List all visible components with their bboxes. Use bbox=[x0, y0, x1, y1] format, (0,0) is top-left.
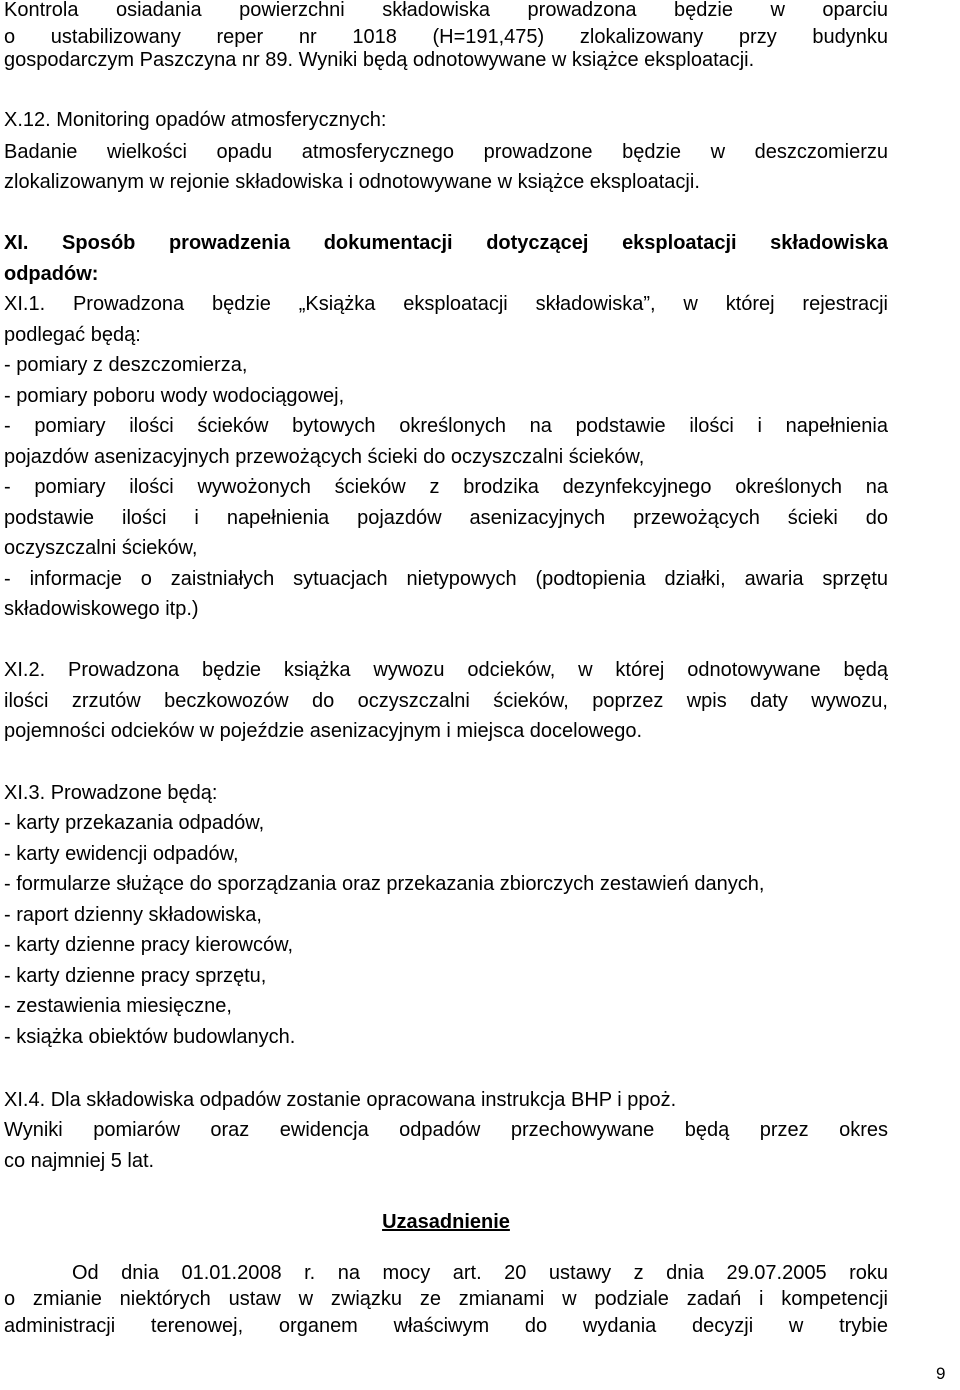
text-line: zlokalizowanym w rejonie składowiska i odnotowywane w książce eksploatacji. bbox=[4, 171, 700, 193]
list-item: - książka obiektów budowlanych. bbox=[4, 1026, 296, 1048]
section-title bbox=[4, 1210, 888, 1234]
text-line: Badanie wielkości opadu atmosferycznego prowadzone będzie w deszczomierzu bbox=[4, 141, 888, 163]
list-item: - raport dzienny składowiska, bbox=[4, 904, 262, 926]
section-heading: X.12. Monitoring opadów atmosferycznych: bbox=[4, 109, 387, 131]
text-line: podlegać będą: bbox=[4, 324, 141, 346]
text-line: pojazdów asenizacyjnych przewożących ścieki do oczyszczalni ścieków, bbox=[4, 446, 645, 468]
text-line: XI.3. Prowadzone będą: bbox=[4, 782, 218, 804]
text-line: podstawie ilości i napełnienia pojazdów asenizacyjnych przewożących ścieki do bbox=[4, 507, 888, 529]
text-line: Kontrola osiadania powierzchni składowiska prowadzona będzie w oparciu bbox=[4, 0, 888, 21]
text-line: Od dnia 01.01.2008 r. na mocy art. 20 ustawy z dnia 29.07.2005 roku bbox=[72, 1262, 888, 1284]
list-item: - pomiary poboru wody wodociągowej, bbox=[4, 385, 345, 407]
list-item: - informacje o zaistniałych sytuacjach nietypowych (podtopienia działki, awaria sprzętu bbox=[4, 568, 888, 590]
text-line: administracji terenowej, organem właściwym do wydania decyzji w trybie bbox=[4, 1315, 888, 1337]
section-heading: XI. Sposób prowadzenia dokumentacji dotyczącej eksploatacji składowiska bbox=[4, 232, 888, 254]
text-line: XI.1. Prowadzona będzie „Książka eksploatacji składowiska”, w której rejestracji bbox=[4, 293, 888, 315]
list-item: - zestawienia miesięczne, bbox=[4, 995, 232, 1017]
section-heading: odpadów: bbox=[4, 263, 99, 285]
list-item: - pomiary z deszczomierza, bbox=[4, 354, 248, 376]
text-line: pojemności odcieków w pojeździe asenizacyjnym i miejsca docelowego. bbox=[4, 720, 643, 742]
text-line: XI.2. Prowadzona będzie książka wywozu odcieków, w której odnotowywane będą bbox=[4, 659, 888, 681]
list-item: - pomiary ilości wywożonych ścieków z brodzika dezynfekcyjnego określonych na bbox=[4, 476, 888, 498]
list-item: - karty dzienne pracy sprzętu, bbox=[4, 965, 267, 987]
page-number: 9 bbox=[936, 1364, 946, 1383]
text-line: Wyniki pomiarów oraz ewidencja odpadów przechowywane będą przez okres bbox=[4, 1119, 888, 1141]
text-line: o ustabilizowany reper nr 1018 (H=191,475) zlokalizowany przy budynku bbox=[4, 26, 888, 48]
text-line: gospodarczym Paszczyna nr 89. Wyniki będą odnotowywane w książce eksploatacji. bbox=[4, 49, 755, 71]
list-item: - pomiary ilości ścieków bytowych określonych na podstawie ilości i napełnienia bbox=[4, 415, 888, 437]
list-item: - karty dzienne pracy kierowców, bbox=[4, 934, 294, 956]
list-item: - formularze służące do sporządzania oraz przekazania zbiorczych zestawień danych, bbox=[4, 873, 765, 895]
text-line: co najmniej 5 lat. bbox=[4, 1150, 155, 1172]
text-line: składowiskowego itp.) bbox=[4, 598, 199, 620]
list-item: - karty ewidencji odpadów, bbox=[4, 843, 239, 865]
text-line: XI.4. Dla składowiska odpadów zostanie opracowana instrukcja BHP i ppoż. bbox=[4, 1089, 677, 1111]
text-line: oczyszczalni ścieków, bbox=[4, 537, 198, 559]
list-item: - karty przekazania odpadów, bbox=[4, 812, 265, 834]
text-line: ilości zrzutów beczkowozów do oczyszczalni ścieków, poprzez wpis daty wywozu, bbox=[4, 690, 888, 712]
uzasadnienie-heading: Uzasadnienie bbox=[382, 1211, 510, 1233]
text-line: o zmianie niektórych ustaw w związku ze zmianami w podziale zadań i kompetencji bbox=[4, 1288, 888, 1310]
